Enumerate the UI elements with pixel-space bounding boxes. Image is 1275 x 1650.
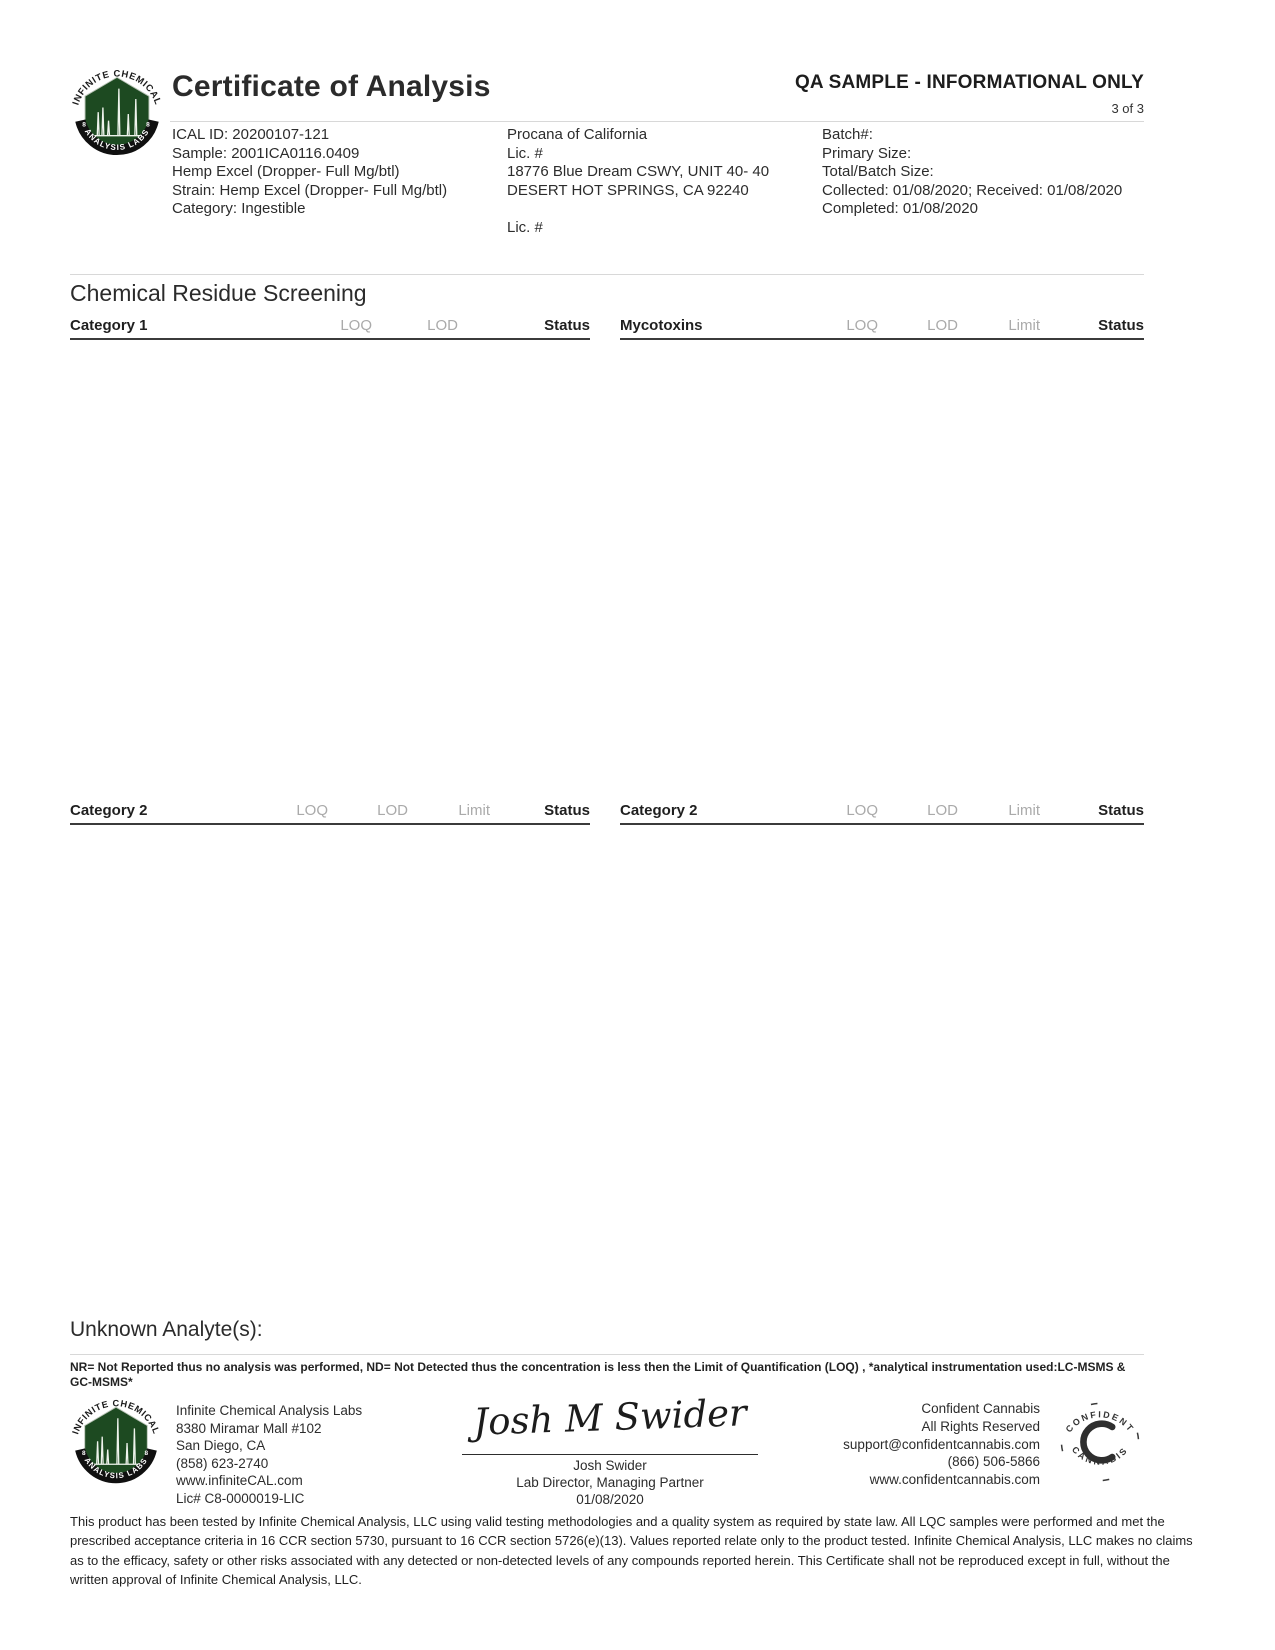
column-header-category-2: Category 2 [70,802,148,819]
table-header-category-1 [70,317,590,340]
total-batch-size: Total/Batch Size: [822,163,934,181]
completed-date: Completed: 01/08/2020 [822,200,978,218]
logo-ring-ticks [1053,1395,1146,1488]
client-address-line1: 18776 Blue Dream CSWY, UNIT 40- 40 [507,163,770,181]
signer-name: Josh Swider [573,1458,647,1473]
column-header-loq: LOQ [340,317,372,334]
confident-cannabis-name: Confident Cannabis [921,1401,1040,1416]
logo-side-mark-left: 8 [82,121,86,129]
section-divider [70,274,1144,275]
column-header-status: Status [1098,802,1144,819]
note-divider [70,1354,1144,1355]
column-header-mycotoxins: Mycotoxins [620,317,703,334]
logo-side-mark-left: 8 [81,1450,86,1458]
signature-handwriting: Josh M Swider [472,1391,748,1444]
logo-side-mark-right: 8 [144,1450,149,1458]
page-title: Certificate of Analysis [172,70,491,103]
confident-cannabis-phone: (866) 506-5866 [947,1454,1040,1470]
lab-address-line2: San Diego, CA [176,1438,266,1454]
cc-arc-bottom-text: CANNABIS [1069,1444,1131,1467]
client-info-column [507,126,769,238]
logo-arc-bottom-text: ANALYSIS LABS [82,1455,150,1481]
sample-category: Category: Ingestible [172,200,306,218]
primary-size: Primary Size: [822,144,912,162]
section-title: Chemical Residue Screening [70,280,367,306]
column-header-lod: LOD [427,317,458,334]
confident-cannabis-email: support@confidentcannabis.com [843,1436,1040,1452]
sample-info-column [172,126,447,219]
lab-phone: (858) 623-2740 [176,1455,269,1471]
abbreviations-note: NR= Not Reported thus no analysis was performed, ND= Not Detected thus the concentration is less then the Limit of Quantification (LOQ) , *analytical instrumentation used:LC-MSMS & GC-MSMS* [70,1360,1126,1389]
page-number: 3 of 3 [1111,101,1144,116]
strain-name: Strain: Hemp Excel (Dropper- Full Mg/btl) [172,181,448,199]
client-address-line2: DESERT HOT SPRINGS, CA 92240 [507,181,749,199]
confident-cannabis-website: www.confidentcannabis.com [869,1472,1040,1488]
column-header-limit: Limit [1008,317,1040,334]
table-header-category-2-left [70,802,590,825]
client-license-1: Lic. # [507,144,543,162]
column-header-lod: LOD [927,802,958,819]
column-header-status: Status [544,317,590,334]
column-header-category-2: Category 2 [620,802,698,819]
logo-arc-top-text: INFINITE CHEMICAL [70,1398,162,1436]
confident-cannabis-rights: All Rights Reserved [921,1418,1040,1434]
batch-info-column [822,126,1122,219]
table-header-category-2-right [620,802,1144,825]
legal-disclaimer: This product has been tested by Infinite Chemical Analysis, LLC using valid testing methodologies and a quality system as required by state law. All LQC samples were performed and met the prescribed acceptance criteria in 16 CCR section 5730, pursuant to 16 CCR section 5726(e)(13). Values reported relate only to the product tested. Infinite Chemical Analysis, LLC makes no claims as to the efficacy, safety or other risks associated with any detected or non-detected levels of any compounds reported herein. This Certificate shall not be reproduced except in full, without the written approval of Infinite Chemical Analysis, LLC. [70,1514,1193,1588]
infinite-chemical-logo-footer [70,1396,162,1492]
ical-id: ICAL ID: 20200107-121 [172,126,330,143]
logo-arc-bottom-text: ANALYSIS LABS [82,127,152,153]
header-divider [170,121,1144,122]
confident-cannabis-logo [1053,1394,1147,1490]
column-header-limit: Limit [458,802,490,819]
infinite-chemical-logo [70,66,164,164]
confident-cannabis-block [700,1400,1040,1489]
column-header-loq: LOQ [296,802,328,819]
signer-role: Lab Director, Managing Partner [516,1475,704,1490]
product-name: Hemp Excel (Dropper- Full Mg/btl) [172,163,400,181]
table-header-mycotoxins [620,317,1144,340]
column-header-limit: Limit [1008,802,1040,819]
logo-side-mark-right: 8 [146,121,150,129]
column-header-loq: LOQ [846,317,878,334]
lab-license: Lic# C8-0000019-LIC [176,1490,305,1506]
collected-received-dates: Collected: 01/08/2020; Received: 01/08/2020 [822,181,1123,199]
column-header-loq: LOQ [846,802,878,819]
lab-address-line1: 8380 Miramar Mall #102 [176,1420,322,1436]
lab-name: Infinite Chemical Analysis Labs [176,1403,363,1418]
blank-line [507,200,769,219]
client-name: Procana of California [507,126,648,143]
sample-id: Sample: 2001ICA0116.0409 [172,144,360,162]
qa-sample-banner: QA SAMPLE - INFORMATIONAL ONLY [794,72,1144,93]
column-header-lod: LOD [377,802,408,819]
cc-center-c [1083,1424,1112,1461]
lab-website: www.infiniteCAL.com [176,1473,303,1489]
client-license-2: Lic. # [507,218,543,236]
logo-arc-top-text: INFINITE CHEMICAL [70,67,164,107]
cc-arc-top-text: CONFIDENT [1063,1409,1137,1435]
column-header-category-1: Category 1 [70,317,148,334]
lab-contact-block [176,1402,362,1508]
batch-number: Batch#: [822,126,873,143]
column-header-status: Status [544,802,590,819]
column-header-status: Status [1098,317,1144,334]
unknown-analytes-label: Unknown Analyte(s): [70,1318,263,1341]
signature-date: 01/08/2020 [576,1492,644,1507]
column-header-lod: LOD [927,317,958,334]
